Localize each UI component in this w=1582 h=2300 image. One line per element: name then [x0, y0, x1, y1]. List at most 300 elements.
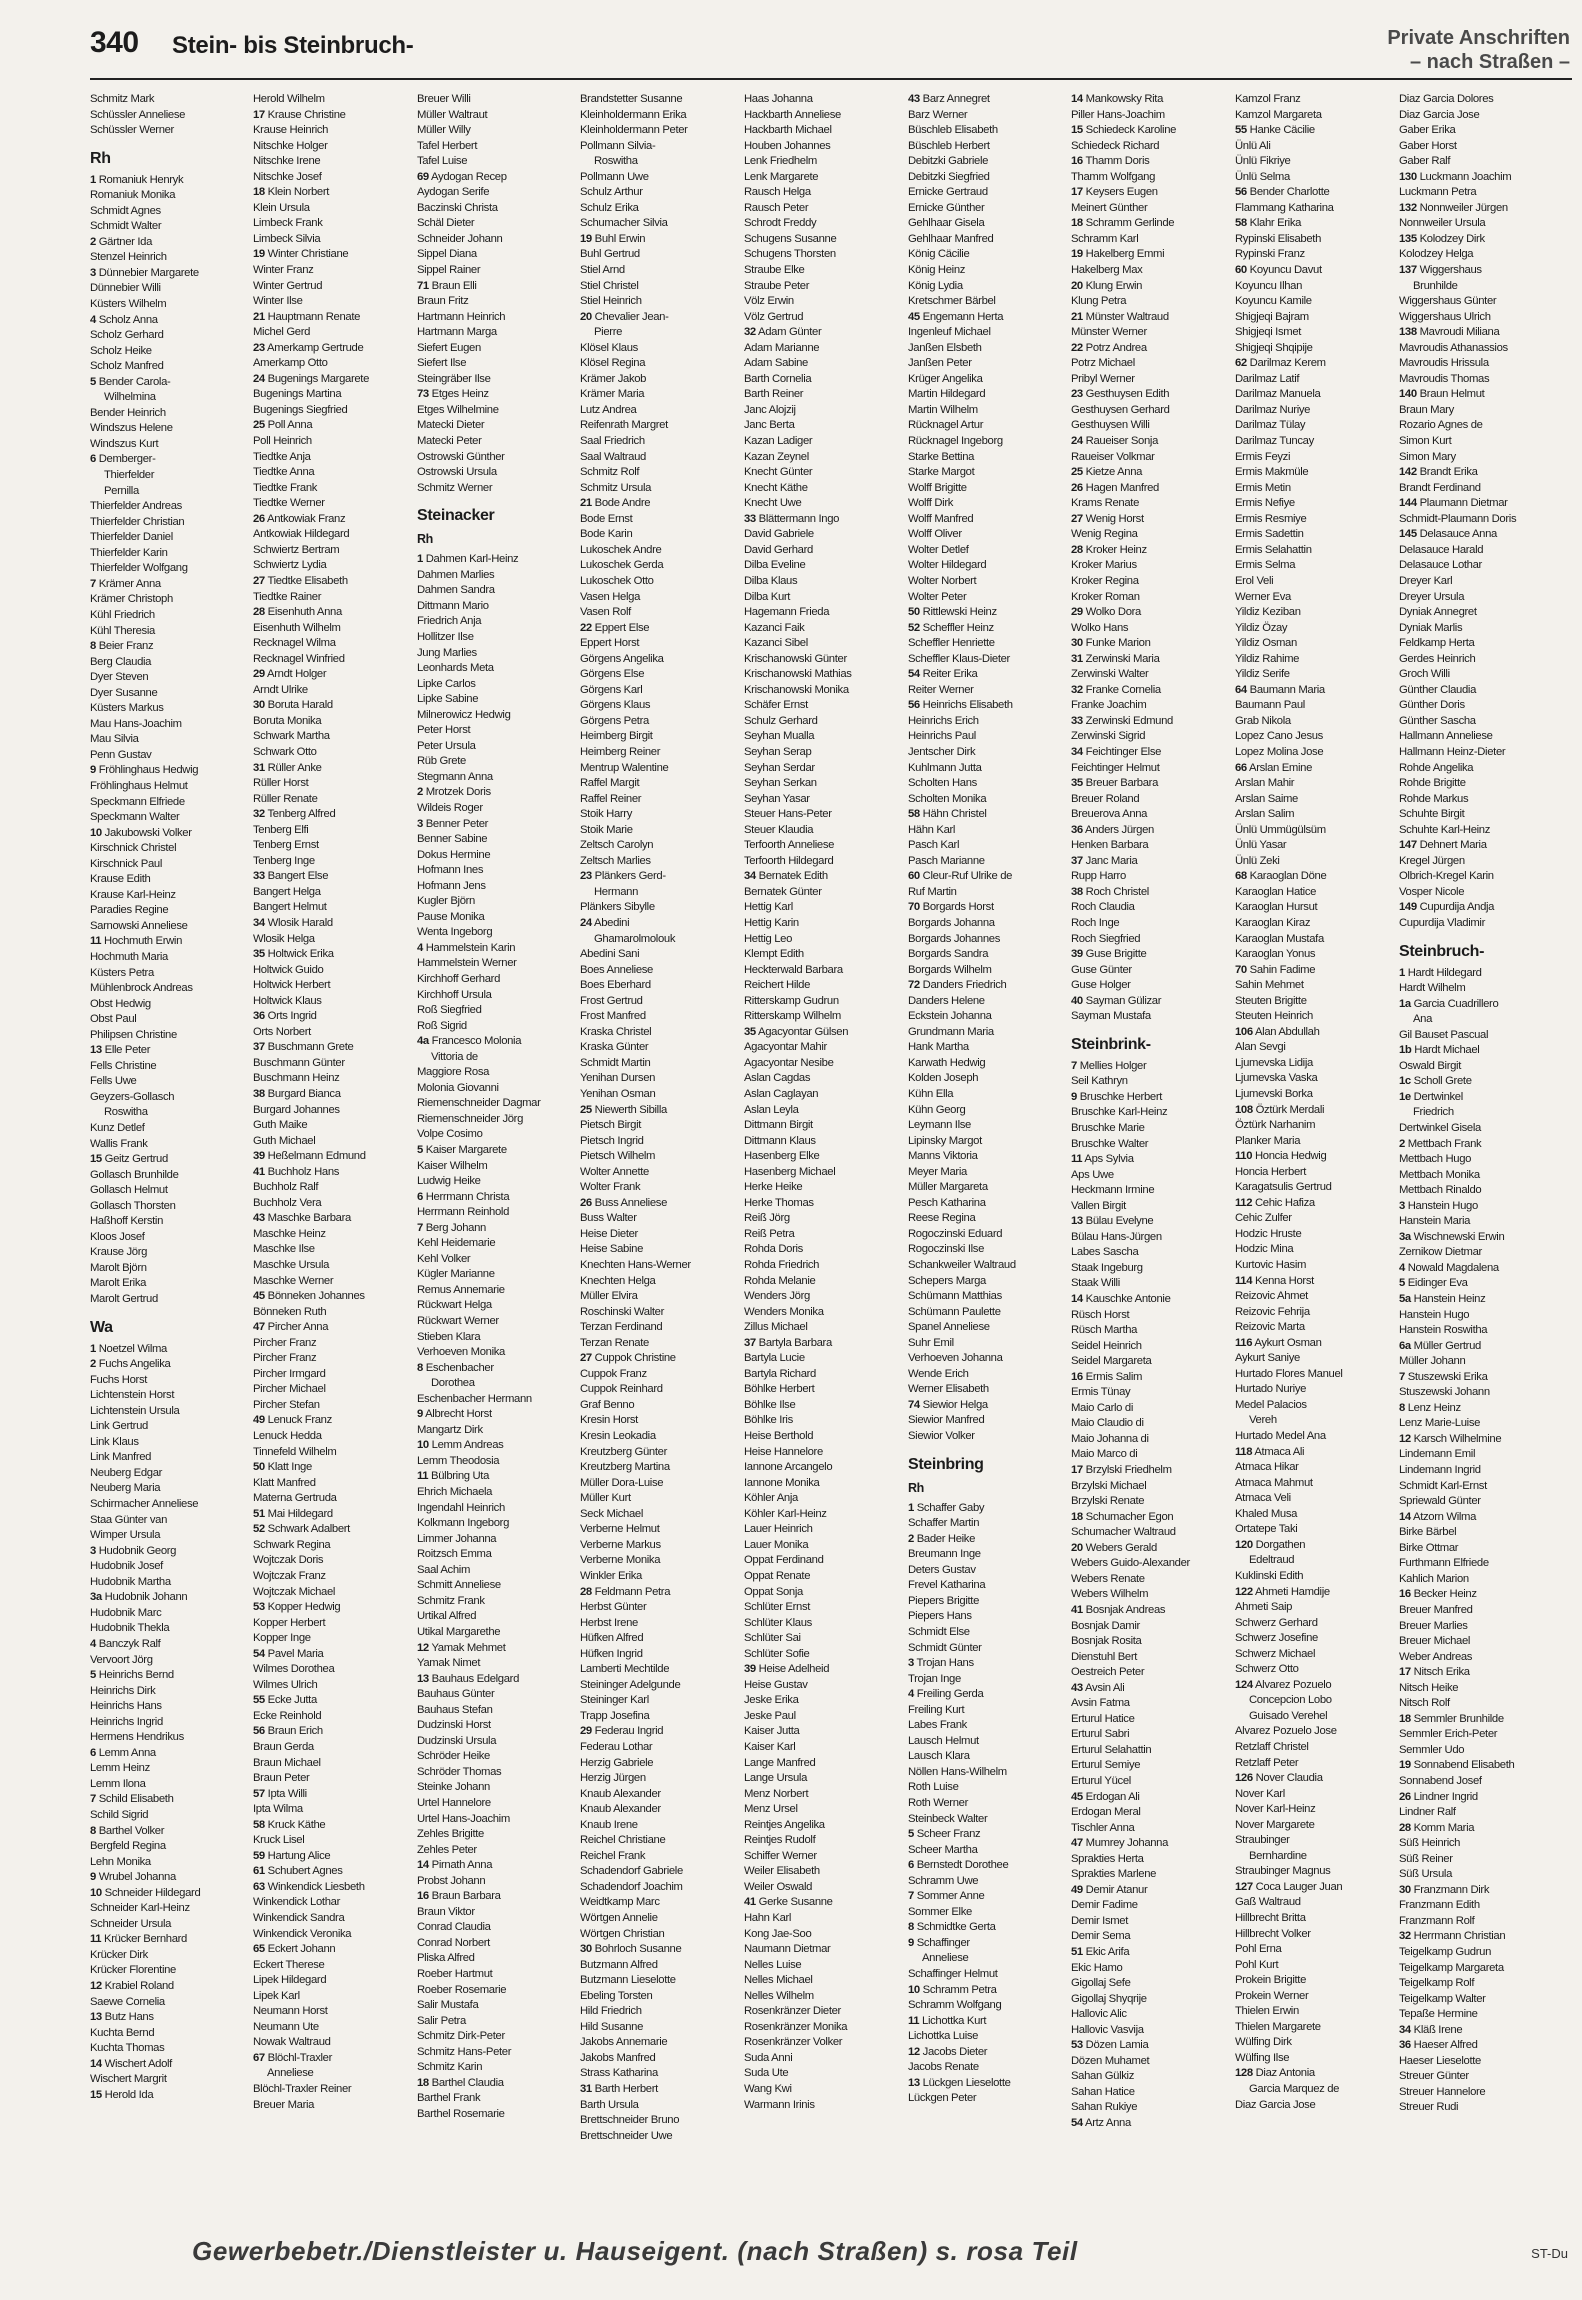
house-number: 11 [417, 1470, 429, 1483]
listing-entry: Lukoschek Otto [580, 574, 654, 587]
listing-entry: Braun Peter [253, 1772, 310, 1785]
listing-entry [253, 1864, 409, 1880]
listing-entry: Kahlich Marion [1399, 1572, 1469, 1585]
house-number: 15 [1071, 124, 1083, 137]
listing-entry: Nitsch Heike [1399, 1681, 1459, 1694]
listing-entry: Schmitz Dirk-Peter [417, 2030, 505, 2043]
listing-entry: Lopez Cano Jesus [1235, 730, 1323, 743]
listing-entry: Ritterskamp Gudrun [744, 994, 839, 1007]
listing-entry: Heise Berthold [744, 1430, 814, 1443]
listing-entry: Wenders Monika [744, 1305, 824, 1318]
listing-entry: Guse Günter [1071, 963, 1132, 976]
listing-entry: Wildeis Roger [417, 801, 483, 814]
listing-entry [417, 1858, 573, 1874]
listing-entry: Darilmaz Tuncay [1235, 435, 1314, 448]
listing-entry: Rosenkränzer Monika [744, 2020, 848, 2033]
listing-entry: Knecht Günter [744, 466, 813, 479]
listing-entry: Rohda Doris [744, 1243, 803, 1256]
house-number: 23 [580, 870, 592, 883]
listing-entry: Raffel Reiner [580, 792, 642, 805]
house-number: 17 [1399, 1666, 1411, 1679]
listing-entry: Garcia Marquez de [1249, 2083, 1340, 2095]
listing-entry: Rypinski Franz [1235, 248, 1305, 261]
listing-entry: Franzmann Rolf [1399, 1914, 1475, 1927]
listing-entry [908, 1687, 1064, 1703]
listing-entry: Schulz Gerhard [744, 714, 818, 727]
listing-entry: Rüsch Martha [1071, 1324, 1138, 1337]
listing-entry [90, 235, 246, 251]
listing-entry: Bugenings Siegfried [253, 403, 348, 416]
listing-entry: Federau Lothar [580, 1740, 653, 1753]
listing-entry: Straubinger [1235, 1834, 1290, 1847]
house-number: 132 [1399, 201, 1417, 214]
resident-name: Demberger- [95, 453, 156, 466]
listing-entry [1071, 636, 1227, 652]
listing-entry: Bender Heinrich [90, 406, 166, 419]
resident-name: Sommer Anne [913, 1890, 985, 1903]
listing-entry: Lange Manfred [744, 1756, 816, 1769]
listing-entry: Rohde Brigitte [1399, 777, 1466, 790]
listing-entry: Warmann Irinis [744, 2098, 815, 2111]
listing-entry [1399, 1883, 1555, 1899]
listing-entry: Lukoschek Andre [580, 543, 662, 556]
listing-entry: Aykurt Saniye [1235, 1352, 1300, 1365]
listing-entry: Steininger Karl [580, 1694, 649, 1707]
resident-name: Keysers Eugen [1082, 186, 1158, 199]
listing-entry: Etges Wilhelmine [417, 403, 499, 416]
resident-name: Banczyk Ralf [95, 1637, 161, 1650]
listing-entry: Bergfeld Regina [90, 1840, 166, 1853]
resident-name: Klein Norbert [264, 186, 330, 199]
resident-name: Pirnath Anna [428, 1859, 493, 1872]
house-number: 122 [1235, 1585, 1253, 1598]
resident-name: Winkendick Liesbeth [264, 1880, 365, 1893]
house-number: 10 [90, 1886, 102, 1899]
listing-entry [1071, 714, 1227, 730]
listing-entry: Heinrichs Erich [908, 714, 979, 727]
listing-entry: Materna Gertruda [253, 1492, 337, 1505]
house-number: 114 [1235, 1274, 1253, 1287]
house-number: 35 [744, 1025, 756, 1038]
resident-name: Koyuncu Davut [1246, 264, 1322, 277]
house-number: 26 [580, 1196, 592, 1209]
listing-entry: Winkendick Sandra [253, 1911, 345, 1924]
listing-entry: Zeltsch Marlies [580, 854, 651, 867]
listing-entry: Neuberg Maria [90, 1482, 161, 1495]
listing-entry [1071, 1836, 1227, 1852]
resident-name: Wischnewski Erwin [1410, 1230, 1505, 1243]
listing-entry [1071, 745, 1227, 761]
resident-name: Noetzel Wilma [95, 1342, 167, 1355]
listing-entry: Hasenberg Michael [744, 1165, 836, 1178]
listing-entry: Ekic Hamo [1071, 1961, 1123, 1974]
listing-entry: Kühn Georg [908, 1103, 966, 1116]
resident-name: Barz Annegret [919, 93, 990, 105]
listing-entry: Kirchhoff Ursula [417, 988, 492, 1001]
resident-name: Wenig Horst [1082, 512, 1144, 525]
resident-name: Hagen Manfred [1082, 481, 1159, 494]
resident-name: Kietze Anna [1082, 466, 1143, 479]
listing-entry: Riemenschneider Dagmar [417, 1097, 541, 1110]
resident-name: Bülau Evelyne [1082, 1215, 1154, 1228]
listing-entry: Breuer Manfred [1399, 1603, 1473, 1616]
listing-entry: Görgens Karl [580, 683, 643, 696]
listing-entry: Lipke Carlos [417, 677, 476, 690]
listing-entry: Kretschmer Bärbel [908, 295, 996, 308]
resident-name: Kolodzey Dirk [1416, 232, 1485, 245]
house-number: 108 [1235, 1103, 1253, 1116]
listing-entry: Barz Werner [908, 108, 968, 121]
house-number: 20 [580, 310, 592, 323]
resident-name: Arndt Holger [264, 668, 327, 681]
listing-entry: Wilhelmina [104, 391, 156, 404]
listing-entry [417, 1221, 573, 1237]
resident-name: Kroker Heinz [1082, 543, 1147, 556]
house-number: 2 [417, 786, 423, 799]
resident-name: Schaffinger [913, 1936, 970, 1949]
listing-entry [253, 1942, 409, 1958]
listing-entry [1399, 966, 1555, 982]
listing-entry: Knecht Käthe [744, 481, 808, 494]
resident-name: Braun Erich [264, 1725, 323, 1738]
listing-entry: Winter Franz [253, 264, 314, 277]
listing-entry: Hudobnik Thekla [90, 1622, 170, 1635]
house-number: 4 [90, 1637, 96, 1650]
listing-entry: Nowak Waltraud [253, 2036, 331, 2049]
resident-name: Eschenbacher [422, 1361, 494, 1374]
listing-entry: Sahin Mehmet [1235, 979, 1304, 992]
listing-entry [253, 1211, 409, 1227]
house-number: 2 [908, 1532, 914, 1545]
listing-entry: Ljumevska Lidija [1235, 1056, 1313, 1069]
listing-entry: Scheffler Klaus-Dieter [908, 652, 1010, 665]
listing-entry: Webers Renate [1071, 1572, 1145, 1585]
house-number: 29 [1071, 606, 1083, 619]
listing-entry: Tiedtke Rainer [253, 590, 322, 603]
listing-entry [417, 785, 573, 801]
listing-entry: Heckmann Irmine [1071, 1184, 1155, 1197]
listing-entry: Spriewald Günter [1399, 1495, 1481, 1508]
listing-entry: Steuer Klaudia [744, 823, 814, 836]
listing-entry [1071, 434, 1227, 450]
listing-entry: Pircher Michael [253, 1383, 326, 1396]
listing-entry: Jung Marlies [417, 646, 477, 659]
listing-entry [253, 247, 409, 263]
listing-entry: Straube Elke [744, 264, 805, 277]
resident-name: Arslan Emine [1246, 761, 1313, 774]
listing-entry: Yildiz Özay [1235, 621, 1288, 634]
listing-entry: Breuer Michael [1399, 1635, 1471, 1648]
house-number: 52 [253, 1523, 265, 1536]
listing-entry: Pernilla [104, 484, 139, 497]
resident-name: Franzmann Dirk [1410, 1883, 1490, 1896]
listing-entry: Matecki Dieter [417, 419, 485, 432]
listing-entry: Adam Marianne [744, 341, 820, 354]
listing-entry: Staak Willi [1071, 1277, 1120, 1290]
listing-entry [1399, 465, 1555, 481]
resident-name: Bangert Else [264, 870, 329, 883]
listing-entry: Klösel Regina [580, 357, 646, 370]
listing-entry: Braun Mary [1399, 403, 1454, 416]
listing-entry: Lukoschek Gerda [580, 559, 664, 572]
listing-entry: Brandstetter Susanne [580, 93, 683, 105]
resident-name: Holtwick Erika [264, 948, 334, 961]
listing-entry [908, 1936, 1064, 1952]
listing-entry: Koyuncu Kamile [1235, 295, 1312, 308]
house-number: 3a [90, 1591, 102, 1604]
listing-entry [253, 667, 409, 683]
listing-entry: Hüfken Alfred [580, 1632, 644, 1645]
listing-entry [1399, 1665, 1555, 1681]
listing-entry [908, 900, 1064, 916]
listing-entry [1235, 1445, 1391, 1461]
listing-entry [90, 1043, 246, 1059]
listing-entry: Tafel Luise [417, 155, 468, 168]
listing-entry: Kroker Roman [1071, 590, 1140, 603]
listing-entry: Potrz Michael [1071, 357, 1135, 370]
listing-column [580, 92, 736, 2220]
listing-entry: Tiedtke Anja [253, 450, 311, 463]
resident-name: Schubert Agnes [264, 1865, 343, 1878]
listing-entry: Gigollaj Shyqrije [1071, 1992, 1147, 2005]
listing-entry: Kunz Detlef [90, 1122, 145, 1134]
listing-entry: Ritterskamp Wilhelm [744, 1010, 841, 1023]
listing-entry: Tenberg Ernst [253, 839, 319, 852]
house-number: 12 [90, 1979, 102, 1992]
house-number: 58 [1235, 217, 1247, 230]
listing-entry: Demir Sema [1071, 1930, 1131, 1943]
listing-entry: Hanstein Roswitha [1399, 1324, 1488, 1337]
resident-name: Braun Helmut [1416, 388, 1485, 401]
listing-entry: Lichottka Luise [908, 2030, 979, 2043]
listing-entry: Kraska Günter [580, 1041, 649, 1054]
listing-entry: Ana [1413, 1013, 1433, 1026]
listing-entry: Wolff Dirk [908, 497, 954, 510]
listing-entry: Eschenbacher Hermann [417, 1392, 532, 1405]
listing-entry [908, 2014, 1064, 2030]
resident-name: Albrecht Horst [422, 1408, 492, 1421]
listing-columns [90, 92, 1572, 2220]
house-number: 4 [417, 941, 423, 954]
listing-entry: Rüller Renate [253, 792, 318, 805]
listing-entry [744, 1025, 900, 1041]
listing-entry: Schmidt Walter [90, 220, 162, 233]
house-number: 12 [417, 1641, 429, 1654]
house-number: 45 [1071, 1790, 1083, 1803]
resident-name: Dertwinkel [1410, 1090, 1463, 1103]
listing-entry [1071, 92, 1227, 108]
listing-entry: Plänkers Sibylle [580, 901, 655, 914]
listing-entry: Stieben Klara [417, 1330, 481, 1343]
listing-entry: Schwerz Otto [1235, 1663, 1299, 1676]
listing-entry: Guisado Verehel [1249, 1709, 1328, 1722]
listing-entry: Neuberg Edgar [90, 1466, 163, 1479]
listing-entry: Heinrichs Paul [908, 730, 976, 743]
listing-entry: Herke Thomas [744, 1196, 814, 1209]
house-number: 45 [253, 1290, 265, 1303]
house-number: 13 [90, 2011, 102, 2024]
listing-entry: Günther Sascha [1399, 714, 1476, 727]
listing-entry: Gerdes Heinrich [1399, 652, 1476, 665]
listing-entry: Cehic Zulfer [1235, 1212, 1292, 1225]
listing-entry: Pasch Karl [908, 839, 960, 852]
resident-name: Lemm Andreas [428, 1439, 504, 1452]
listing-entry: Seidel Heinrich [1071, 1339, 1142, 1352]
listing-entry: Müller Margareta [908, 1181, 988, 1194]
listing-entry: Verhoeven Johanna [908, 1352, 1003, 1365]
house-number: 33 [1071, 714, 1083, 727]
house-number: 45 [908, 310, 920, 323]
listing-entry [580, 1103, 736, 1119]
listing-entry: Wallis Frank [90, 1137, 148, 1150]
listing-entry: Wülfing Ilse [1235, 2051, 1290, 2064]
listing-entry: Boes Eberhard [580, 979, 651, 992]
resident-name: Diaz Antonia [1252, 2067, 1315, 2080]
listing-entry: Lemm Heinz [90, 1762, 150, 1775]
listing-entry: Groch Willi [1399, 668, 1450, 681]
listing-entry [1235, 1585, 1391, 1601]
resident-name: Öztürk Merdali [1252, 1103, 1325, 1116]
listing-entry: Schüssler Werner [90, 124, 174, 137]
resident-name: Dorgathen [1252, 1538, 1306, 1551]
district-heading: Rh [908, 1480, 924, 1495]
listing-entry: Görgens Petra [580, 714, 649, 727]
house-number: 32 [1399, 1930, 1411, 1943]
listing-entry: Teigelkamp Margareta [1399, 1961, 1504, 1974]
resident-name: Janc Maria [1082, 854, 1138, 867]
listing-entry: Schlüter Sofie [744, 1647, 810, 1660]
house-number: 34 [253, 916, 265, 929]
resident-name: Tiedtke Elisabeth [264, 574, 348, 587]
house-number: 6 [417, 1190, 423, 1203]
listing-entry: Schmitt Anneliese [417, 1579, 501, 1592]
resident-name: Etges Heinz [428, 388, 489, 401]
listing-entry: Hallmann Anneliese [1399, 730, 1493, 743]
listing-entry: Lutz Andrea [580, 403, 637, 416]
house-number: 5a [1399, 1293, 1411, 1306]
listing-entry: Bülau Hans-Jürgen [1071, 1230, 1162, 1243]
listing-entry: Mavroudis Thomas [1399, 372, 1490, 385]
listing-entry: Menz Ursel [744, 1803, 798, 1816]
listing-entry: Rückwart Helga [417, 1299, 492, 1312]
listing-entry: Braun Michael [253, 1756, 321, 1769]
house-number: 49 [1071, 1883, 1083, 1896]
listing-entry: Schwerz Josefine [1235, 1632, 1318, 1645]
listing-entry: Hasenberg Elke [744, 1150, 820, 1163]
listing-entry: Schuhte Birgit [1399, 808, 1465, 821]
listing-entry: Kurtovic Hasim [1235, 1259, 1307, 1272]
listing-entry: Aydogan Serife [417, 186, 490, 199]
listing-entry: Bosnjak Rosita [1071, 1635, 1142, 1648]
house-number: 17 [1071, 186, 1083, 199]
listing-entry: Guth Maike [253, 1119, 308, 1132]
listing-entry: Teigelkamp Rolf [1399, 1977, 1475, 1990]
listing-entry [253, 1009, 409, 1025]
listing-entry: Schneider Johann [417, 232, 503, 245]
listing-entry: Nelles Luise [744, 1958, 802, 1971]
listing-entry: Verberne Helmut [580, 1523, 660, 1536]
listing-entry: Salir Mustafa [417, 1999, 479, 2012]
listing-entry: Brettschneider Uwe [580, 2129, 673, 2142]
house-number: 20 [1071, 279, 1083, 292]
listing-entry [1399, 1790, 1555, 1806]
listing-entry: Schugens Susanne [744, 232, 837, 245]
house-number: 3 [1399, 1199, 1405, 1212]
listing-entry: Dittmann Birgit [744, 1119, 813, 1132]
listing-entry: Borgards Sandra [908, 948, 989, 961]
listing-entry: Urtel Hannelore [417, 1796, 491, 1809]
listing-entry: Obst Paul [90, 1013, 137, 1026]
listing-entry [1399, 263, 1555, 279]
resident-name: Feldmann Petra [591, 1585, 671, 1598]
house-number: 60 [1235, 264, 1247, 277]
listing-entry: Hudobnik Josef [90, 1560, 163, 1573]
resident-name: Orts Ingrid [264, 1010, 317, 1023]
listing-entry: Grab Nikola [1235, 714, 1291, 727]
listing-entry: Schaffer Martin [908, 1517, 980, 1530]
resident-name: Francesco Molonia [428, 1035, 522, 1048]
listing-entry: Webers Wilhelm [1071, 1588, 1149, 1601]
listing-entry: Hackbarth Michael [744, 124, 832, 137]
house-number: 37 [1071, 854, 1083, 867]
listing-entry: Streuer Rudi [1399, 2101, 1459, 2114]
house-number: 4a [417, 1035, 429, 1048]
listing-entry: Demir Ismet [1071, 1914, 1129, 1927]
page-footer [0, 2230, 1582, 2274]
listing-entry: Krause Heinrich [253, 124, 329, 137]
listing-entry: Nöllen Hans-Wilhelm [908, 1765, 1007, 1778]
listing-entry: Peter Ursula [417, 739, 476, 752]
listing-entry: Bangert Helga [253, 885, 321, 898]
listing-entry: Limmer Johanna [417, 1532, 497, 1545]
listing-entry: Hofmann Ines [417, 864, 484, 877]
resident-name: Antkowiak Franz [264, 512, 346, 525]
listing-entry: Brzylski Michael [1071, 1479, 1147, 1492]
resident-name: Becker Heinz [1410, 1588, 1477, 1601]
listing-entry: Teigelkamp Gudrun [1399, 1945, 1492, 1958]
listing-entry: Schmitz Rolf [580, 466, 640, 479]
listing-entry [908, 978, 1064, 994]
listing-entry [253, 1460, 409, 1476]
resident-name: Kläß Irene [1410, 2023, 1463, 2036]
house-number: 27 [1071, 512, 1083, 525]
listing-entry: Dittmann Klaus [744, 1134, 816, 1147]
listing-entry [253, 310, 409, 326]
house-number: 135 [1399, 232, 1417, 245]
listing-entry [1399, 2038, 1555, 2054]
house-number: 138 [1399, 326, 1417, 339]
listing-entry: Steininger Adelgunde [580, 1678, 681, 1691]
resident-name: Schmidtke Gerta [913, 1921, 996, 1934]
listing-entry [908, 92, 1064, 108]
listing-entry: Zerwinski Sigrid [1071, 730, 1146, 743]
resident-name: Gesthuysen Edith [1082, 388, 1170, 401]
listing-entry: Tiedtke Anna [253, 466, 315, 479]
listing-column [417, 92, 573, 2220]
resident-name: Schramm Gerlinde [1082, 217, 1175, 230]
listing-entry: Nelles Wilhelm [744, 1989, 814, 2002]
listing-entry: Thierfelder Wolfgang [90, 562, 188, 575]
listing-entry: Schwark Regina [253, 1538, 331, 1551]
house-number: 50 [908, 606, 920, 619]
listing-entry: Bruschke Walter [1071, 1137, 1149, 1150]
listing-entry: Raueiser Volkmar [1071, 450, 1155, 463]
resident-name: Plänkers Gerd- [591, 870, 666, 883]
listing-entry: Steuten Heinrich [1235, 1010, 1313, 1023]
resident-name: Wlosik Harald [264, 916, 333, 929]
listing-entry [1071, 341, 1227, 357]
listing-entry: Sahan Rukiye [1071, 2101, 1138, 2114]
